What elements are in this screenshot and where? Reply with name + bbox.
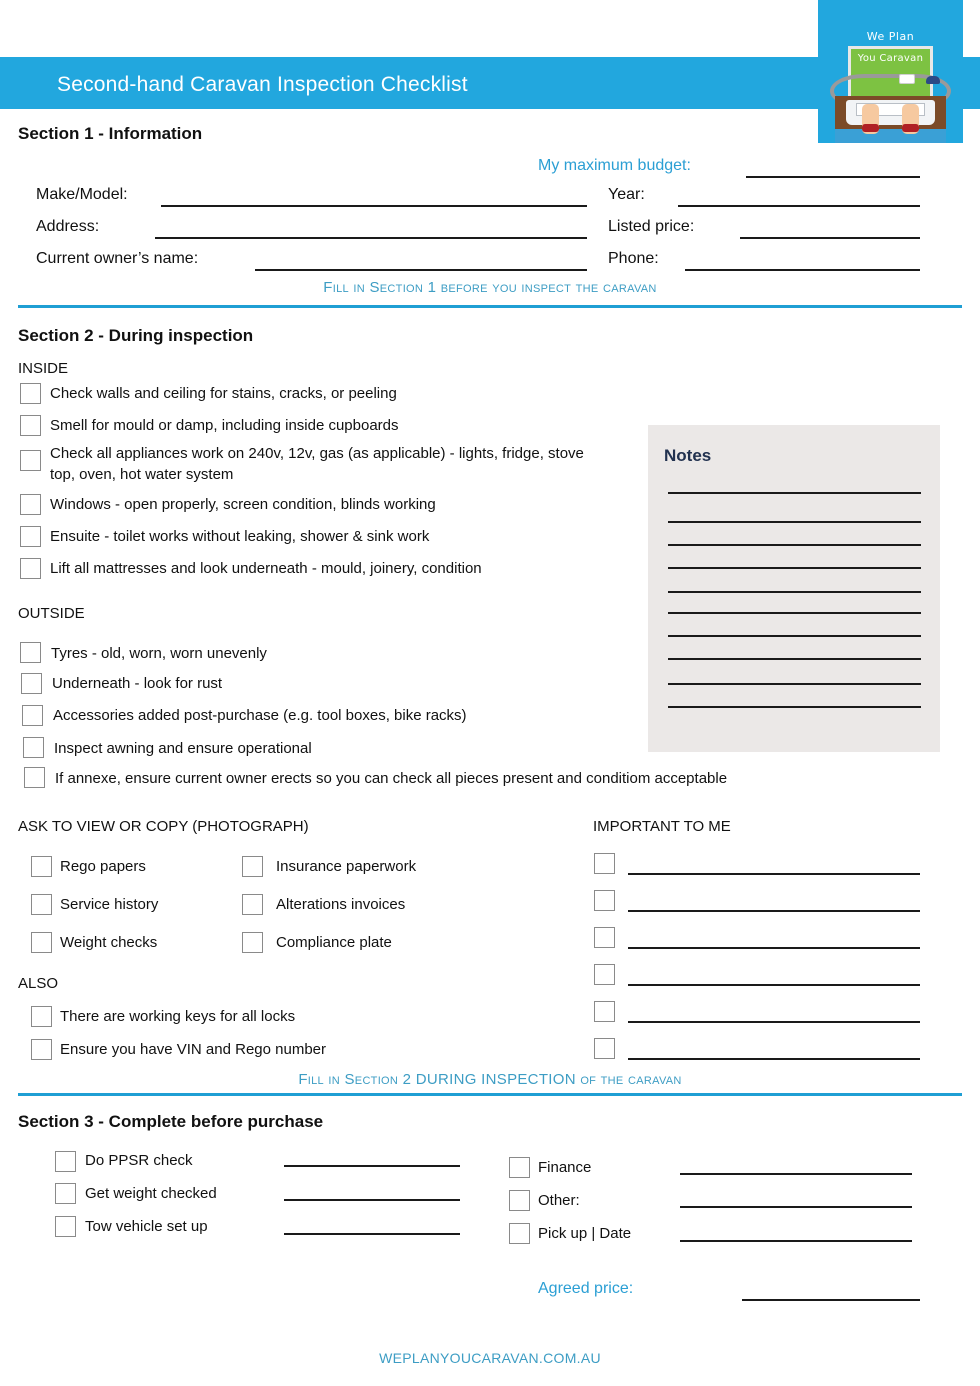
also-item-1: Ensure you have VIN and Rego number	[60, 1041, 326, 1058]
checkbox-ask-col2-2[interactable]	[242, 932, 263, 953]
notes-line-6[interactable]	[668, 635, 921, 637]
footer-url[interactable]: WEPLANYOUCARAVAN.COM.AU	[379, 1350, 601, 1366]
s3-col1-item-1: Get weight checked	[85, 1185, 217, 1202]
section1-instruction: Fill in Section 1 before you inspect the caravan	[323, 279, 657, 296]
checkbox-also-1[interactable]	[31, 1039, 52, 1060]
checkbox-outside-4[interactable]	[24, 767, 45, 788]
make-model-input[interactable]	[161, 205, 587, 207]
s3-col2-input-1[interactable]	[680, 1206, 912, 1208]
s3-col1-input-1[interactable]	[284, 1199, 460, 1201]
important-input-3[interactable]	[628, 984, 920, 986]
inside-item-0: Check walls and ceiling for stains, cracks, or peeling	[50, 385, 397, 402]
s3-col2-item-0: Finance	[538, 1159, 592, 1176]
checkbox-s3-col2-0[interactable]	[509, 1157, 530, 1178]
checkbox-inside-4[interactable]	[20, 526, 41, 547]
checkbox-important-4[interactable]	[594, 1001, 615, 1022]
checkbox-ask-col1-0[interactable]	[31, 856, 52, 877]
checkbox-important-5[interactable]	[594, 1038, 615, 1059]
important-input-4[interactable]	[628, 1021, 920, 1023]
page-title: Second-hand Caravan Inspection Checklist	[57, 73, 468, 96]
important-input-5[interactable]	[628, 1058, 920, 1060]
section2-heading: Section 2 - During inspection	[18, 326, 254, 345]
outside-item-1: Underneath - look for rust	[52, 675, 223, 692]
important-input-1[interactable]	[628, 910, 920, 912]
s3-col2-input-0[interactable]	[680, 1173, 912, 1175]
section3-heading: Section 3 - Complete before purchase	[18, 1112, 324, 1131]
s3-col2-item-2: Pick up | Date	[538, 1225, 632, 1242]
section2-instruction: Fill in Section 2 DURING INSPECTION of the caravan	[298, 1071, 682, 1088]
important-input-2[interactable]	[628, 947, 920, 949]
checkbox-important-0[interactable]	[594, 853, 615, 874]
outside-group-label: OUTSIDE	[18, 605, 85, 622]
car-icon	[926, 76, 940, 84]
inside-item-5: Lift all mattresses and look underneath - mould, joinery, condition	[50, 560, 482, 577]
checkbox-outside-1[interactable]	[21, 673, 42, 694]
checkbox-s3-col1-0[interactable]	[55, 1151, 76, 1172]
ask-col1-item-2: Weight checks	[60, 934, 158, 951]
year-label: Year:	[608, 186, 645, 203]
ask-group-label: ASK TO VIEW OR COPY (PHOTOGRAPH)	[18, 818, 309, 835]
notes-line-9[interactable]	[668, 706, 921, 708]
listed-price-label: Listed price:	[608, 218, 695, 235]
address-input[interactable]	[155, 237, 587, 239]
checkbox-also-0[interactable]	[31, 1006, 52, 1027]
phone-label: Phone:	[608, 250, 659, 267]
ask-col1-item-0: Rego papers	[60, 858, 146, 875]
logo-line2: You Caravan	[857, 53, 924, 64]
sleeve-left-icon	[862, 124, 879, 132]
s3-col1-item-0: Do PPSR check	[85, 1152, 193, 1169]
owner-name-input[interactable]	[255, 269, 587, 271]
ask-col2-item-1: Alterations invoices	[276, 896, 406, 913]
agreed-price-label: Agreed price:	[538, 1280, 634, 1297]
notes-line-7[interactable]	[668, 658, 921, 660]
outside-item-4: If annexe, ensure current owner erects so you can check all pieces present and conditiom acceptable	[55, 770, 728, 787]
outside-item-0: Tyres - old, worn, worn unevenly	[51, 645, 267, 662]
also-group-label: ALSO	[18, 975, 59, 992]
notes-line-8[interactable]	[668, 683, 921, 685]
checkbox-important-1[interactable]	[594, 890, 615, 911]
s3-col1-item-2: Tow vehicle set up	[85, 1218, 208, 1235]
checkbox-inside-5[interactable]	[20, 558, 41, 579]
inside-group-label: INSIDE	[18, 360, 69, 377]
listed-price-input[interactable]	[740, 237, 920, 239]
checkbox-inside-2[interactable]	[20, 450, 41, 471]
year-input[interactable]	[678, 205, 920, 207]
checkbox-ask-col2-1[interactable]	[242, 894, 263, 915]
inside-item-3: Windows - open properly, screen condition, blinds working	[50, 496, 436, 513]
important-input-0[interactable]	[628, 873, 920, 875]
floor-icon	[835, 129, 946, 143]
notes-line-2[interactable]	[668, 544, 921, 546]
section1-divider	[18, 305, 962, 308]
inside-item-2: Check all appliances work on 240v, 12v, gas (as applicable) - lights, fridge, stove top, oven, hot water system	[50, 445, 584, 483]
outside-item-2: Accessories added post-purchase (e.g. tool boxes, bike racks)	[53, 707, 467, 724]
checkbox-important-2[interactable]	[594, 927, 615, 948]
budget-label: My maximum budget:	[538, 157, 691, 174]
notes-line-0[interactable]	[668, 492, 921, 494]
s3-col2-item-1: Other:	[538, 1192, 580, 1209]
checkbox-inside-3[interactable]	[20, 494, 41, 515]
agreed-price-input[interactable]	[742, 1299, 920, 1301]
outside-item-3: Inspect awning and ensure operational	[54, 740, 312, 757]
inside-item-1: Smell for mould or damp, including inside cupboards	[50, 417, 399, 434]
checkbox-outside-2[interactable]	[22, 705, 43, 726]
checkbox-important-3[interactable]	[594, 964, 615, 985]
checkbox-inside-1[interactable]	[20, 415, 41, 436]
checkbox-ask-col2-0[interactable]	[242, 856, 263, 877]
budget-input[interactable]	[746, 176, 920, 178]
checkbox-s3-col2-1[interactable]	[509, 1190, 530, 1211]
sleeve-right-icon	[902, 124, 919, 132]
caravan-icon	[899, 74, 915, 84]
inside-item-4: Ensuite - toilet works without leaking, shower & sink work	[50, 528, 430, 545]
s3-col2-input-2[interactable]	[680, 1240, 912, 1242]
checkbox-outside-0[interactable]	[20, 642, 41, 663]
notes-line-1[interactable]	[668, 521, 921, 523]
section2-divider	[18, 1093, 962, 1096]
checkbox-inside-0[interactable]	[20, 383, 41, 404]
checkbox-s3-col2-2[interactable]	[509, 1223, 530, 1244]
checkbox-s3-col1-2[interactable]	[55, 1216, 76, 1237]
brand-logo	[818, 0, 963, 143]
checkbox-s3-col1-1[interactable]	[55, 1183, 76, 1204]
checkbox-outside-3[interactable]	[23, 737, 44, 758]
notes-title: Notes	[664, 446, 712, 465]
notes-line-5[interactable]	[668, 612, 921, 614]
logo-line1: We Plan	[866, 30, 915, 43]
phone-input[interactable]	[685, 269, 920, 271]
checkbox-ask-col1-1[interactable]	[31, 894, 52, 915]
ask-col2-item-2: Compliance plate	[276, 934, 392, 951]
ask-col1-item-1: Service history	[60, 896, 159, 913]
owner-name-label: Current owner’s name:	[36, 250, 199, 267]
important-group-label: IMPORTANT TO ME	[593, 818, 731, 835]
ask-col2-item-0: Insurance paperwork	[276, 858, 417, 875]
make-model-label: Make/Model:	[36, 186, 128, 203]
notes-box[interactable]	[648, 425, 940, 752]
s3-col1-input-2[interactable]	[284, 1233, 460, 1235]
address-label: Address:	[36, 218, 100, 235]
s3-col1-input-0[interactable]	[284, 1165, 460, 1167]
checkbox-ask-col1-2[interactable]	[31, 932, 52, 953]
notes-line-3[interactable]	[668, 567, 921, 569]
also-item-0: There are working keys for all locks	[60, 1008, 296, 1025]
notes-line-4[interactable]	[668, 591, 921, 593]
section1-heading: Section 1 - Information	[18, 124, 203, 143]
